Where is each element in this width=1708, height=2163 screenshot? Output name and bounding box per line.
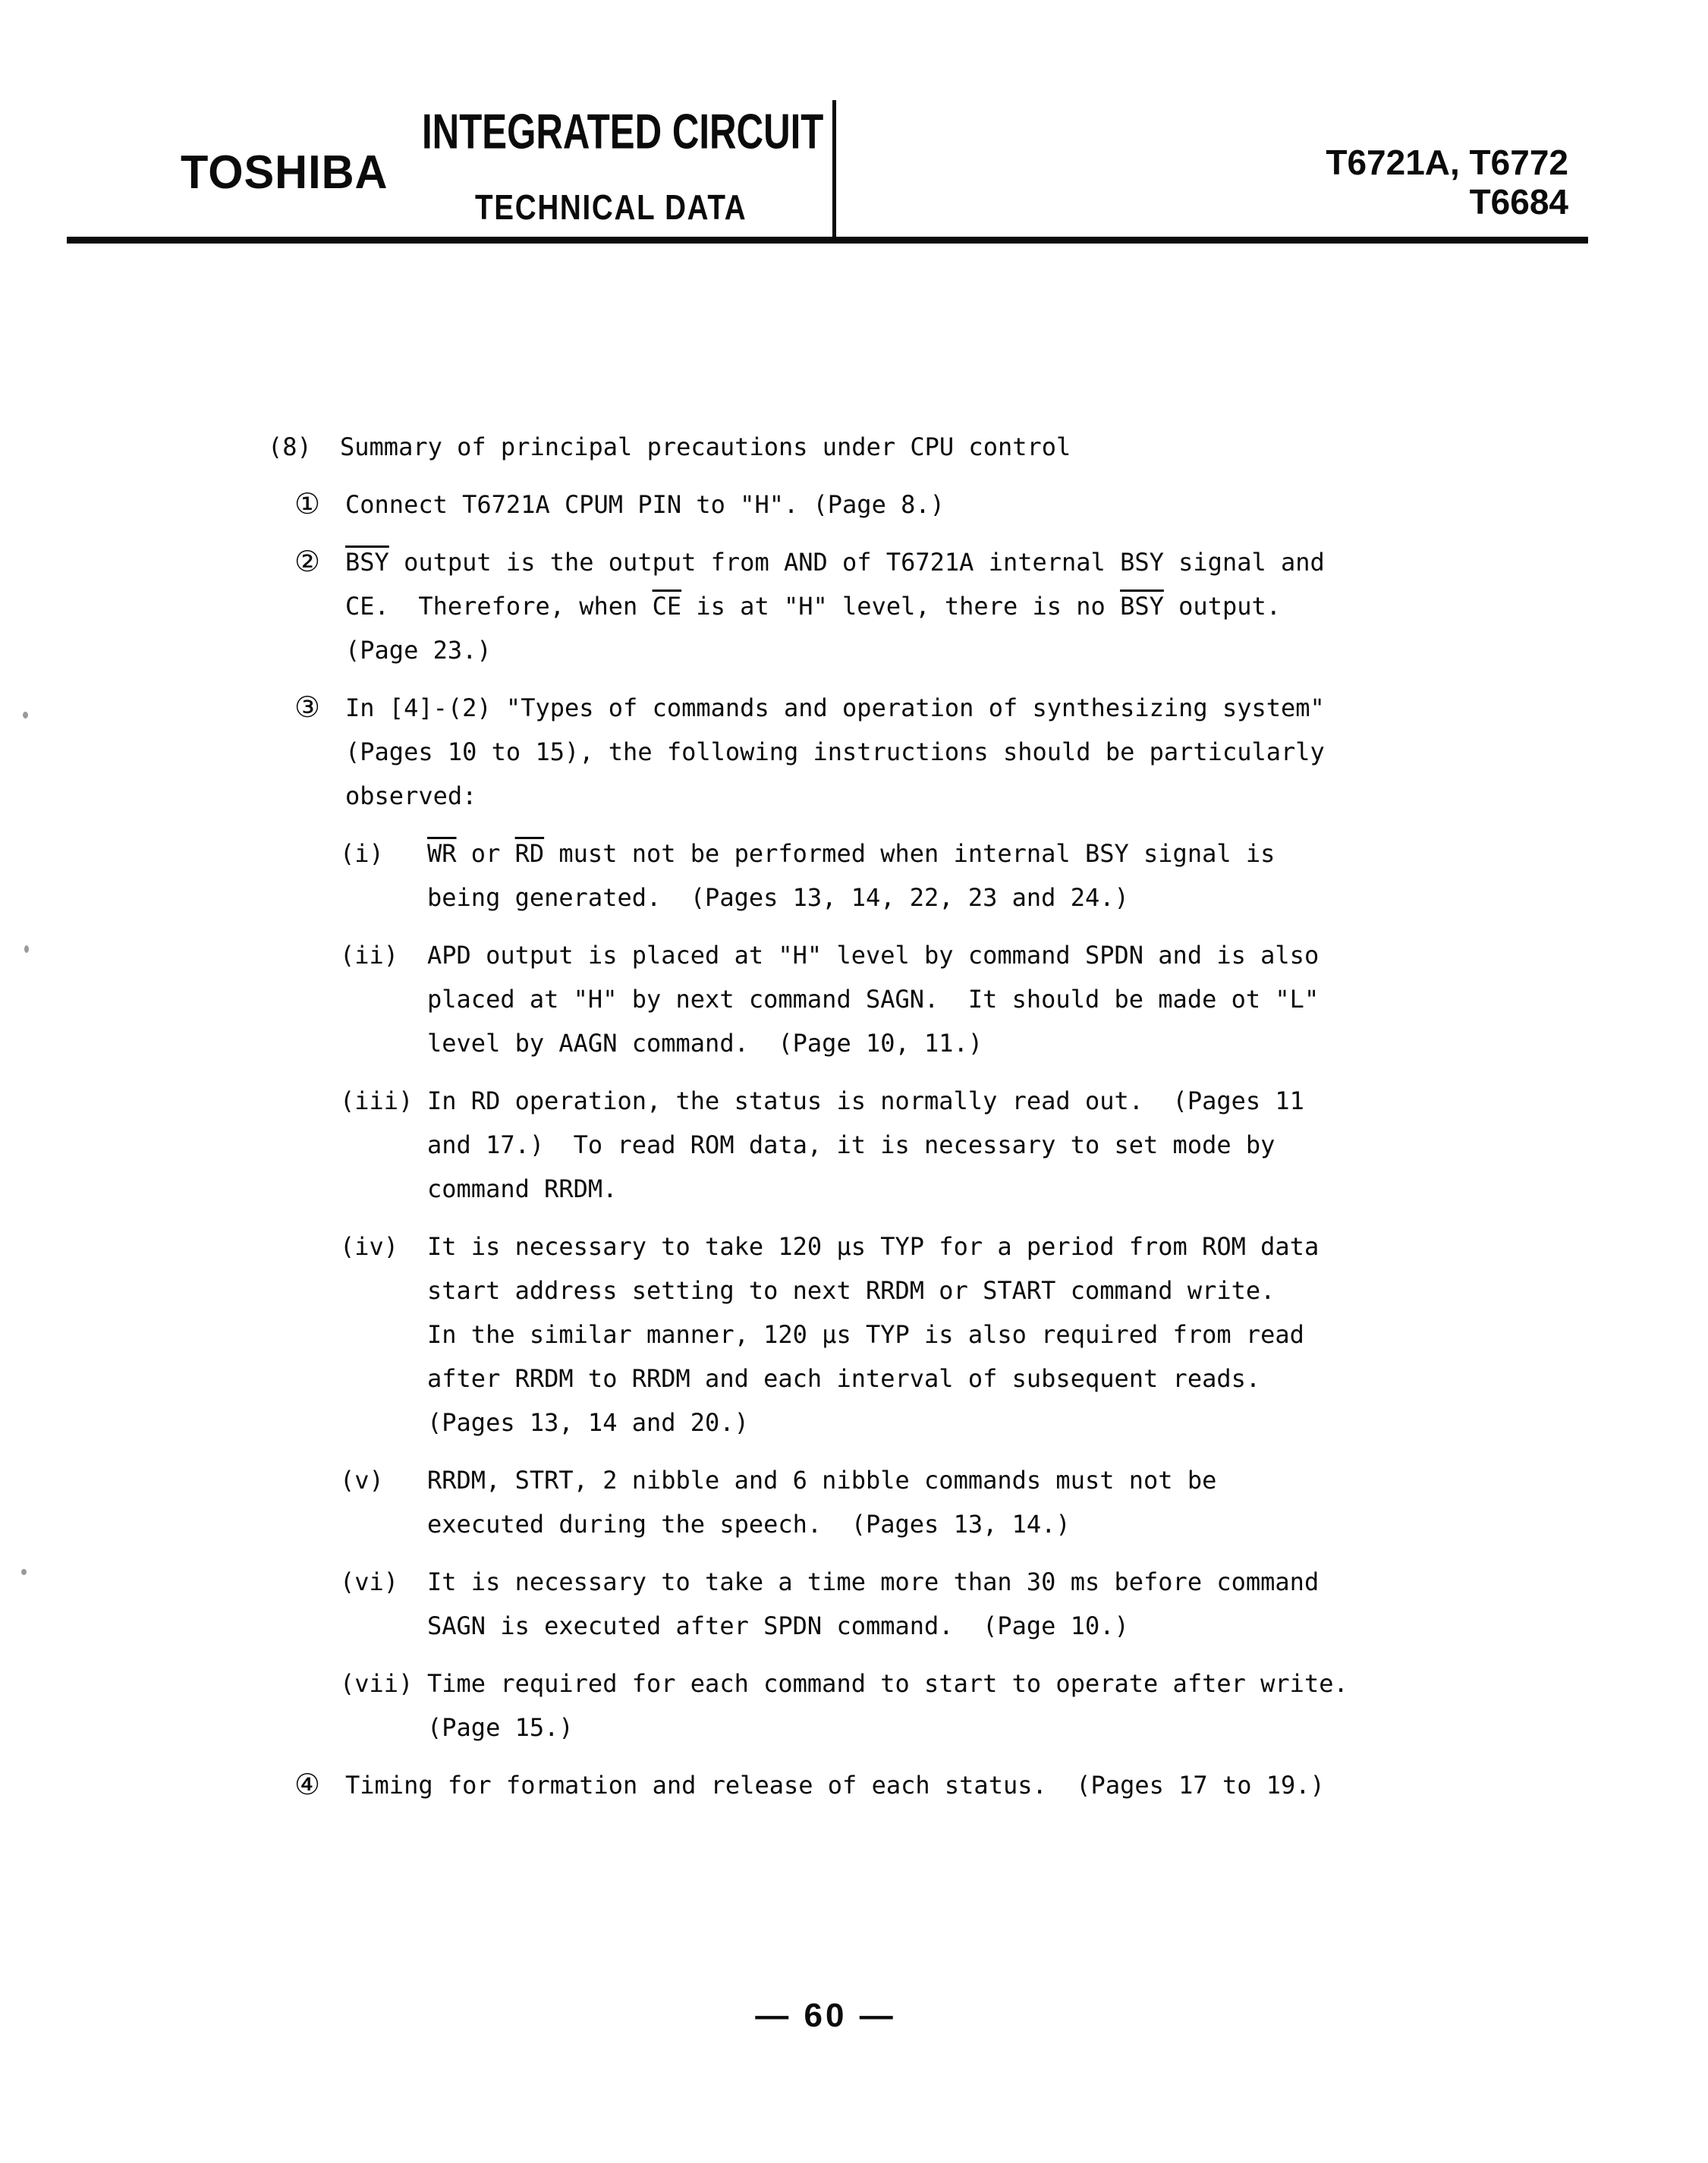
paragraph [266,1225,1495,1445]
doc-line [266,686,1495,730]
line-text [345,584,1281,628]
line-text [345,483,945,527]
text-segment: It is necessary to take a time more than 30 ms before command [427,1567,1320,1596]
line-text [427,832,1275,876]
text-segment: level by AAGN command. (Page 10, 11.) [427,1029,983,1058]
doc-line [266,1313,1495,1357]
text-segment: (Pages 10 to 15), the following instructions should be particularly [345,737,1325,766]
doc-line [266,584,1495,628]
line-text [427,1123,1275,1167]
line-text [345,540,1325,584]
line-text [345,774,477,818]
paragraph [266,1662,1495,1750]
text-segment: Summary of principal precautions under CPU control [340,432,1071,461]
item-label: (i) [340,839,384,868]
line-text [427,1401,749,1445]
doc-line [266,1123,1495,1167]
item-label: ③ [294,690,321,724]
text-segment: SAGN is executed after SPDN command. (Page 10.) [427,1611,1129,1640]
text-segment: after RRDM to RRDM and each interval of subsequent reads. [427,1364,1261,1393]
line-text [427,977,1319,1021]
doc-line [266,1269,1495,1313]
item-label: (8) [268,432,312,461]
line-text [345,730,1325,774]
text-segment: command RRDM. [427,1174,618,1203]
paragraph [266,1079,1495,1211]
text-segment: Time required for each command to start to operate after write. [427,1669,1348,1698]
scan-speck [21,1569,27,1575]
text-segment: is at "H" level, there is no [681,592,1121,621]
part-numbers-line1: T6721A, T6772 [1326,143,1568,182]
line-text [427,1458,1216,1502]
text-segment: CE. Therefore, when [345,592,653,621]
doc-line [266,425,1495,469]
item-label: (iv) [340,1232,399,1261]
line-text [427,1225,1319,1269]
item-label: ② [294,545,321,578]
toshiba-logo: TOSHIBA [181,146,388,199]
doc-line [266,876,1495,920]
doc-line [266,933,1495,977]
text-segment: In the similar manner, 120 μs TYP is also required from read [427,1320,1304,1349]
text-segment: or [456,839,515,868]
text-segment: It is necessary to take 120 μs TYP for a period from ROM data [427,1232,1320,1261]
text-segment: Connect T6721A CPUM PIN to "H". (Page 8.) [345,490,945,519]
paragraph [266,832,1495,920]
text-segment: In [4]-(2) "Types of commands and operation of synthesizing system" [345,693,1325,722]
text-segment: executed during the speech. (Pages 13, 14.) [427,1510,1071,1539]
line-text [427,1604,1129,1648]
doc-line [266,774,1495,818]
item-label: (ii) [340,941,399,970]
text-segment: start address setting to next RRDM or START command write. [427,1276,1275,1305]
line-text [427,1021,983,1065]
paragraph [266,1560,1495,1648]
line-text [427,1357,1260,1401]
doc-line [266,1225,1495,1269]
doc-line [266,1357,1495,1401]
doc-line [266,483,1495,527]
header-title-line1: INTEGRATED CIRCUIT [422,104,824,159]
doc-line [266,1560,1495,1604]
line-text [427,876,1129,920]
text-segment: (Pages 13, 14 and 20.) [427,1408,749,1437]
item-label: (vi) [340,1567,399,1596]
overlined-signal-name: $\overline{BSY}$ [1120,592,1164,621]
overlined-signal-name: $\overline{BSY}$ [345,548,389,577]
line-text [427,1167,617,1211]
paragraph [266,425,1495,469]
item-label: ④ [294,1768,321,1801]
part-numbers-line2: T6684 [1469,182,1568,222]
line-text [427,933,1319,977]
doc-body [266,425,1495,1821]
line-text [427,1560,1319,1604]
part-numbers [1326,143,1568,222]
header-horizontal-rule [67,237,1588,244]
doc-line [266,1502,1495,1546]
header-vertical-divider [832,100,836,241]
item-label: (v) [340,1466,384,1495]
item-label: (vii) [340,1669,414,1698]
text-segment: In RD operation, the status is normally read out. (Pages 11 [427,1086,1304,1115]
doc-line [266,628,1495,672]
text-segment: (Page 15.) [427,1713,574,1742]
overlined-signal-name: $\overline{RD}$ [514,839,545,868]
text-segment: observed: [345,781,477,810]
line-text [427,1313,1304,1357]
text-segment: placed at "H" by next command SAGN. It should be made ot "L" [427,985,1320,1014]
doc-line [266,730,1495,774]
paragraph [266,483,1495,527]
paragraph [266,540,1495,672]
overlined-signal-name: $\overline{WR}$ [427,839,457,868]
text-segment: RRDM, STRT, 2 nibble and 6 nibble commands must not be [427,1466,1217,1495]
line-text [345,628,492,672]
doc-line [266,1458,1495,1502]
line-text [427,1662,1348,1706]
text-segment: APD output is placed at "H" level by command SPDN and is also [427,941,1320,970]
doc-line [266,540,1495,584]
text-segment: output is the output from AND of T6721A internal BSY signal and [388,548,1325,577]
text-segment: (Page 23.) [345,636,492,665]
doc-line [266,1021,1495,1065]
paragraph [266,686,1495,818]
doc-line [266,1401,1495,1445]
doc-line [266,832,1495,876]
item-label: ① [294,487,321,520]
doc-line [266,1604,1495,1648]
line-text [427,1706,574,1750]
text-segment: being generated. (Pages 13, 14, 22, 23 and 24.) [427,883,1129,912]
paragraph [266,1458,1495,1546]
text-segment: and 17.) To read ROM data, it is necessary to set mode by [427,1130,1275,1159]
line-text [427,1502,1071,1546]
paragraph [266,1763,1495,1807]
line-text [345,1763,1325,1807]
doc-line [266,977,1495,1021]
doc-line [266,1662,1495,1706]
text-segment: must not be performed when internal BSY signal is [544,839,1275,868]
item-label: (iii) [340,1086,414,1115]
doc-line [266,1706,1495,1750]
header-title-line2: TECHNICAL DATA [475,187,747,227]
doc-line [266,1763,1495,1807]
line-text [427,1079,1304,1123]
text-segment: Timing for formation and release of each status. (Pages 17 to 19.) [345,1771,1325,1800]
doc-line [266,1167,1495,1211]
line-text [340,425,1071,469]
scan-speck [24,945,29,953]
line-text [345,686,1325,730]
paragraph [266,933,1495,1065]
page-number: — 60 — [755,1997,896,2034]
doc-line [266,1079,1495,1123]
overlined-signal-name: $\overline{CE}$ [652,592,682,621]
text-segment: output. [1163,592,1281,621]
line-text [427,1269,1275,1313]
scan-speck [23,712,28,718]
